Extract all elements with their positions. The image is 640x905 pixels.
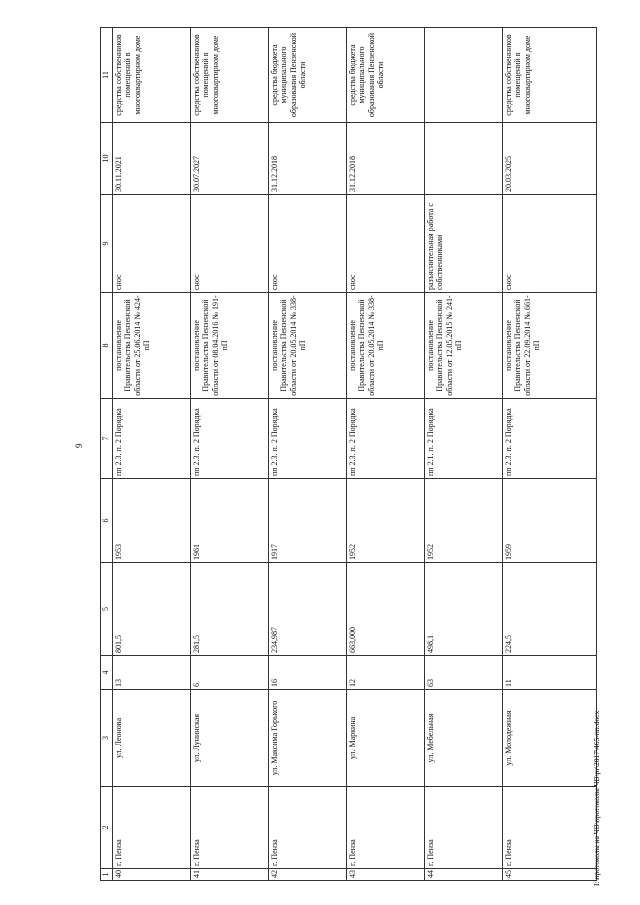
row-number: 45 (503, 869, 597, 881)
year-cell: 1959 (503, 479, 597, 563)
action-cell: снос (347, 195, 425, 293)
basis-cell: пп 2.3. п. 2 Порядка (191, 399, 269, 479)
area-cell: 281,5 (191, 563, 269, 656)
col-num-9: 9 (101, 195, 113, 293)
table-row (191, 28, 269, 881)
source-cell: средства бюджета муниципального образования Пензенской области (269, 28, 347, 123)
area-cell: 498,1 (425, 563, 503, 656)
source-cell: средства бюджета муниципального образования Пензенской области (347, 28, 425, 123)
action-cell: снос (269, 195, 347, 293)
basis-cell: пп 2.3. п. 2 Порядка (269, 399, 347, 479)
area-cell: 224,5 (503, 563, 597, 656)
street-cell: ул. Максима Горького (269, 690, 347, 787)
column-number-row (101, 28, 113, 881)
row-number: 41 (191, 869, 269, 881)
date-cell: 30.07.2027 (191, 123, 269, 195)
act-cell: постановление Правительства Пензенской области от 20.05.2014 № 338-пП (269, 293, 347, 399)
action-cell: снос (113, 195, 191, 293)
city-cell: г. Пенза (503, 787, 597, 869)
col-num-1: 1 (101, 869, 113, 881)
date-cell: 31.12.2018 (269, 123, 347, 195)
year-cell: 1952 (347, 479, 425, 563)
row-number: 40 (113, 869, 191, 881)
table-row (269, 28, 347, 881)
street-cell: ул. Лунинская (191, 690, 269, 787)
year-cell: 1952 (425, 479, 503, 563)
act-cell: постановление Правительства Пензенской области от 25.06.2014 № 424-пП (113, 293, 191, 399)
action-cell: снос (503, 195, 597, 293)
street-cell: ул. Мебельная (425, 690, 503, 787)
house-cell: 12 (347, 656, 425, 690)
action-cell: разъяснительная работа с собственниками (425, 195, 503, 293)
action-cell: снос (191, 195, 269, 293)
house-cell: 11 (503, 656, 597, 690)
table-row (425, 28, 503, 881)
buildings-table (100, 27, 597, 881)
date-cell: 30.11.2021 (113, 123, 191, 195)
col-num-3: 3 (101, 690, 113, 787)
source-cell: средства собственников помещений в многоквартирном доме (113, 28, 191, 123)
col-num-4: 4 (101, 656, 113, 690)
source-cell: средства собственников помещений в многоквартирном доме (503, 28, 597, 123)
city-cell: г. Пенза (269, 787, 347, 869)
city-cell: г. Пенза (191, 787, 269, 869)
city-cell: г. Пенза (113, 787, 191, 869)
act-cell: постановление Правительства Пензенской области от 12.05.2015 № 241-пП (425, 293, 503, 399)
table-row (113, 28, 191, 881)
col-num-2: 2 (101, 787, 113, 869)
city-cell: г. Пенза (425, 787, 503, 869)
basis-cell: пп 2.3. п. 2 Порядка (113, 399, 191, 479)
col-num-5: 5 (101, 563, 113, 656)
area-cell: 663,000 (347, 563, 425, 656)
basis-cell: пп 2.1. п. 2 Порядка (425, 399, 503, 479)
col-num-7: 7 (101, 399, 113, 479)
table-row (503, 28, 597, 881)
area-cell: 801,5 (113, 563, 191, 656)
rotated-table-wrapper (100, 28, 582, 881)
street-cell: ул. Маркина (347, 690, 425, 787)
year-cell: 1917 (269, 479, 347, 563)
row-number: 44 (425, 869, 503, 881)
year-cell: 1961 (191, 479, 269, 563)
house-cell: 16 (269, 656, 347, 690)
street-cell: ул. Леонова (113, 690, 191, 787)
date-cell (425, 123, 503, 195)
city-cell: г. Пенза (347, 787, 425, 869)
col-num-6: 6 (101, 479, 113, 563)
basis-cell: пп 2.3. п. 2 Порядка (347, 399, 425, 479)
date-cell: 31.12.2018 (347, 123, 425, 195)
col-num-8: 8 (101, 293, 113, 399)
row-number: 42 (269, 869, 347, 881)
col-num-11: 11 (101, 28, 113, 123)
table-row (347, 28, 425, 881)
act-cell: постановление Правительства Пензенской области от 20.05.2014 № 338-пП (347, 293, 425, 399)
col-num-10: 10 (101, 123, 113, 195)
act-cell: постановление Правительства Пензенской области от 08.04.2016 № 191-пП (191, 293, 269, 399)
page-number: 9 (74, 443, 84, 448)
basis-cell: пп 2.3. п. 2 Порядка (503, 399, 597, 479)
street-cell: ул. Молодежная (503, 690, 597, 787)
area-cell: 234,987 (269, 563, 347, 656)
act-cell: постановление Правительства Пензенской области от 22.09.2014 № 661-пП (503, 293, 597, 399)
source-cell (425, 28, 503, 123)
year-cell: 1953 (113, 479, 191, 563)
house-cell: 63 (425, 656, 503, 690)
house-cell: 13 (113, 656, 191, 690)
house-cell: 6 (191, 656, 269, 690)
date-cell: 20.03.2025 (503, 123, 597, 195)
source-cell: средства собственников помещений в многоквартирном доме (191, 28, 269, 123)
file-path-footer: I:\протоколы на ЧВ\протоколы ЧВ\pr\2017\465-пп.docx (592, 710, 601, 886)
row-number: 43 (347, 869, 425, 881)
